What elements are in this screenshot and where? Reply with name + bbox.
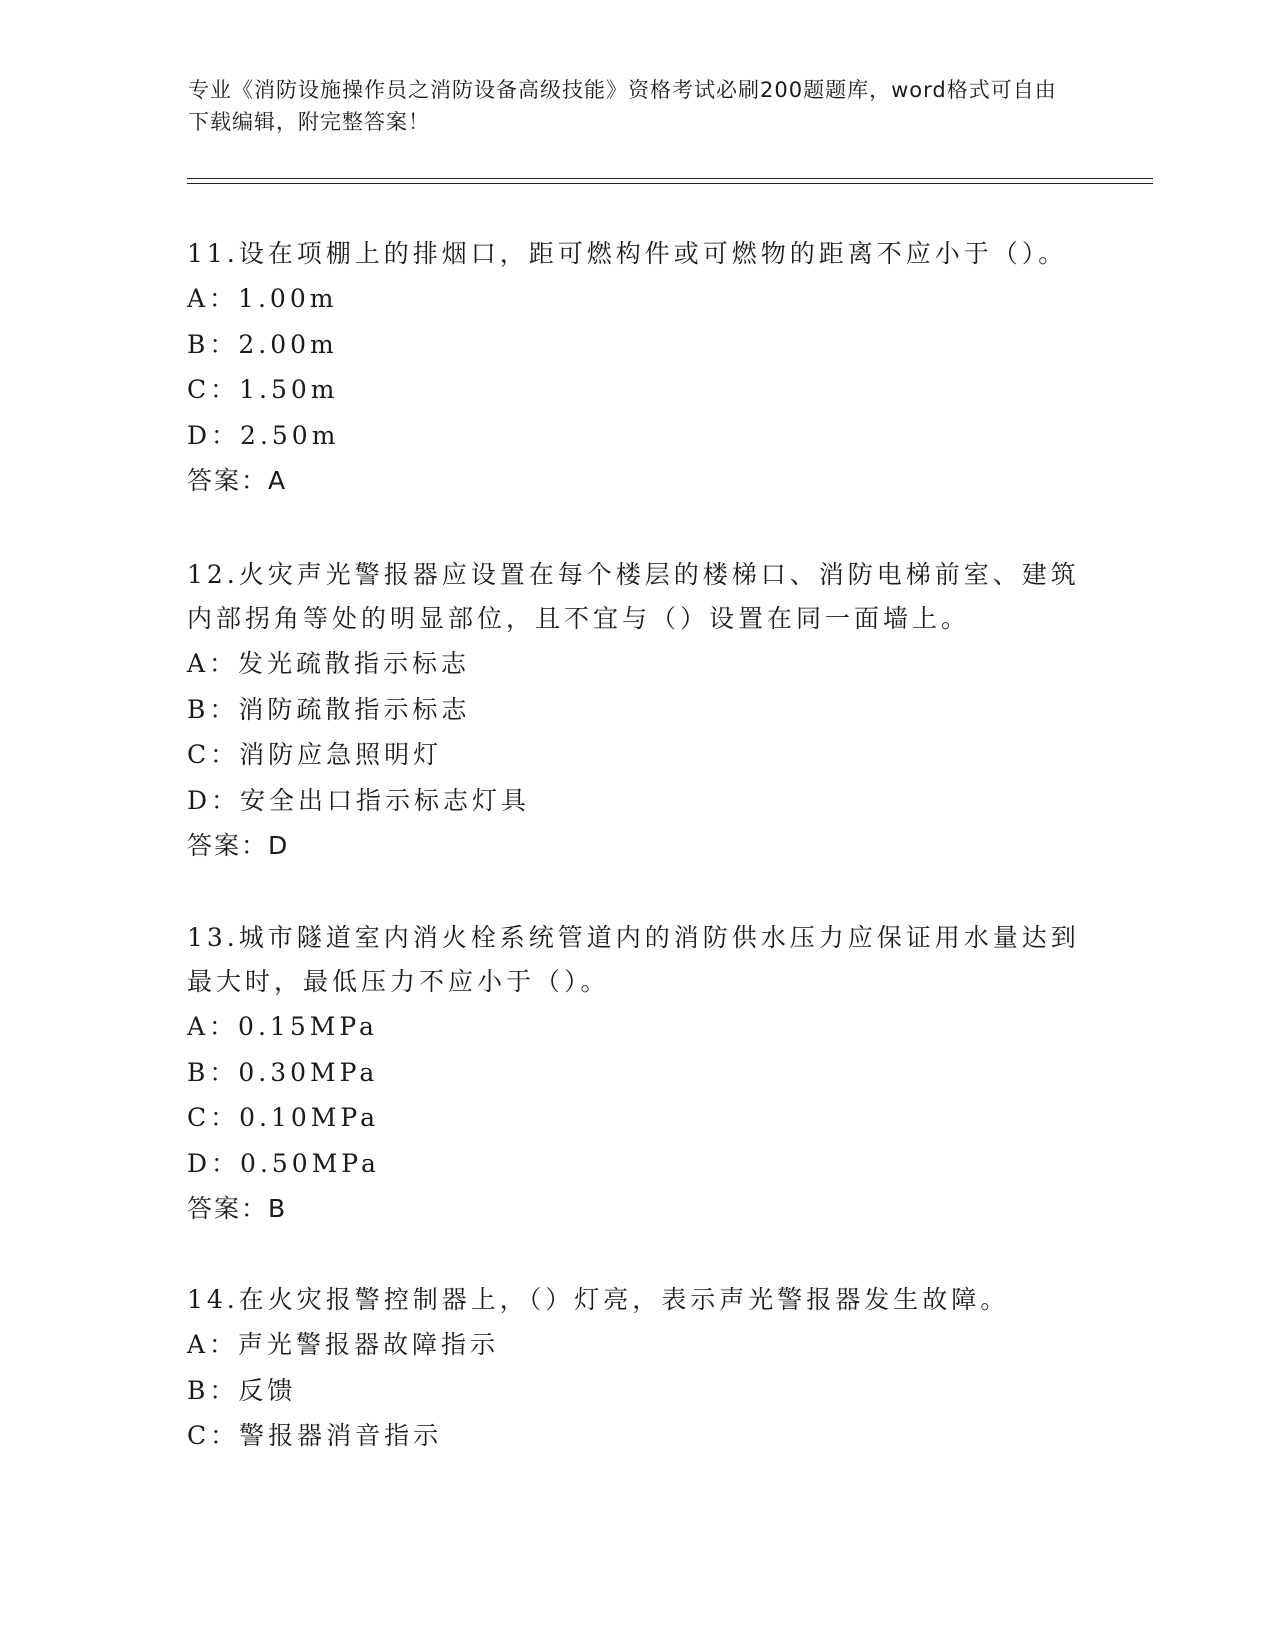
question-13 [187, 916, 1087, 1231]
question-stem: 11.设在项棚上的排烟口，距可燃构件或可燃物的距离不应小于（）。 [187, 239, 1068, 268]
question-12 [187, 553, 1087, 868]
option-b: B：2.00m [187, 329, 338, 359]
answer: 答案：B [187, 1194, 288, 1223]
option-b: B：消防疏散指示标志 [187, 694, 471, 724]
header-divider-top [187, 178, 1153, 179]
option-d: D：0.50MPa [187, 1148, 380, 1178]
option-a: A：声光警报器故障指示 [187, 1330, 500, 1359]
option-c: C：消防应急照明灯 [187, 740, 443, 769]
option-d: D：安全出口指示标志灯具 [187, 785, 531, 815]
question-stem: 12.火灾声光警报器应设置在每个楼层的楼梯口、消防电梯前室、建筑内部拐角等处的明显部位，且不宜与（）设置在同一面墙上。 [187, 560, 1080, 633]
option-a: A：1.00m [187, 284, 338, 313]
question-14 [187, 1278, 1087, 1459]
option-a: A：发光疏散指示标志 [187, 649, 471, 678]
header-divider-bottom [187, 183, 1153, 184]
option-a: A：0.15MPa [187, 1012, 378, 1041]
document-header: 专业《消防设施操作员之消防设备高级技能》资格考试必刷200题题库，word格式可自由下载编辑，附完整答案！ [188, 78, 1057, 134]
answer: 答案：A [187, 466, 288, 495]
question-stem: 14.在火灾报警控制器上，（）灯亮，表示声光警报器发生故障。 [187, 1285, 1010, 1314]
answer: 答案：D [187, 831, 290, 860]
option-c: C：0.10MPa [187, 1103, 379, 1132]
option-d: D：2.50m [187, 420, 340, 450]
option-c: C：1.50m [187, 375, 339, 404]
question-stem: 13.城市隧道室内消火栓系统管道内的消防供水压力应保证用水量达到最大时，最低压力不应小于（）。 [187, 923, 1080, 996]
option-c: C：警报器消音指示 [187, 1421, 443, 1450]
option-b: B：0.30MPa [187, 1057, 379, 1087]
option-b: B：反馈 [187, 1375, 297, 1405]
question-11 [187, 232, 1087, 503]
